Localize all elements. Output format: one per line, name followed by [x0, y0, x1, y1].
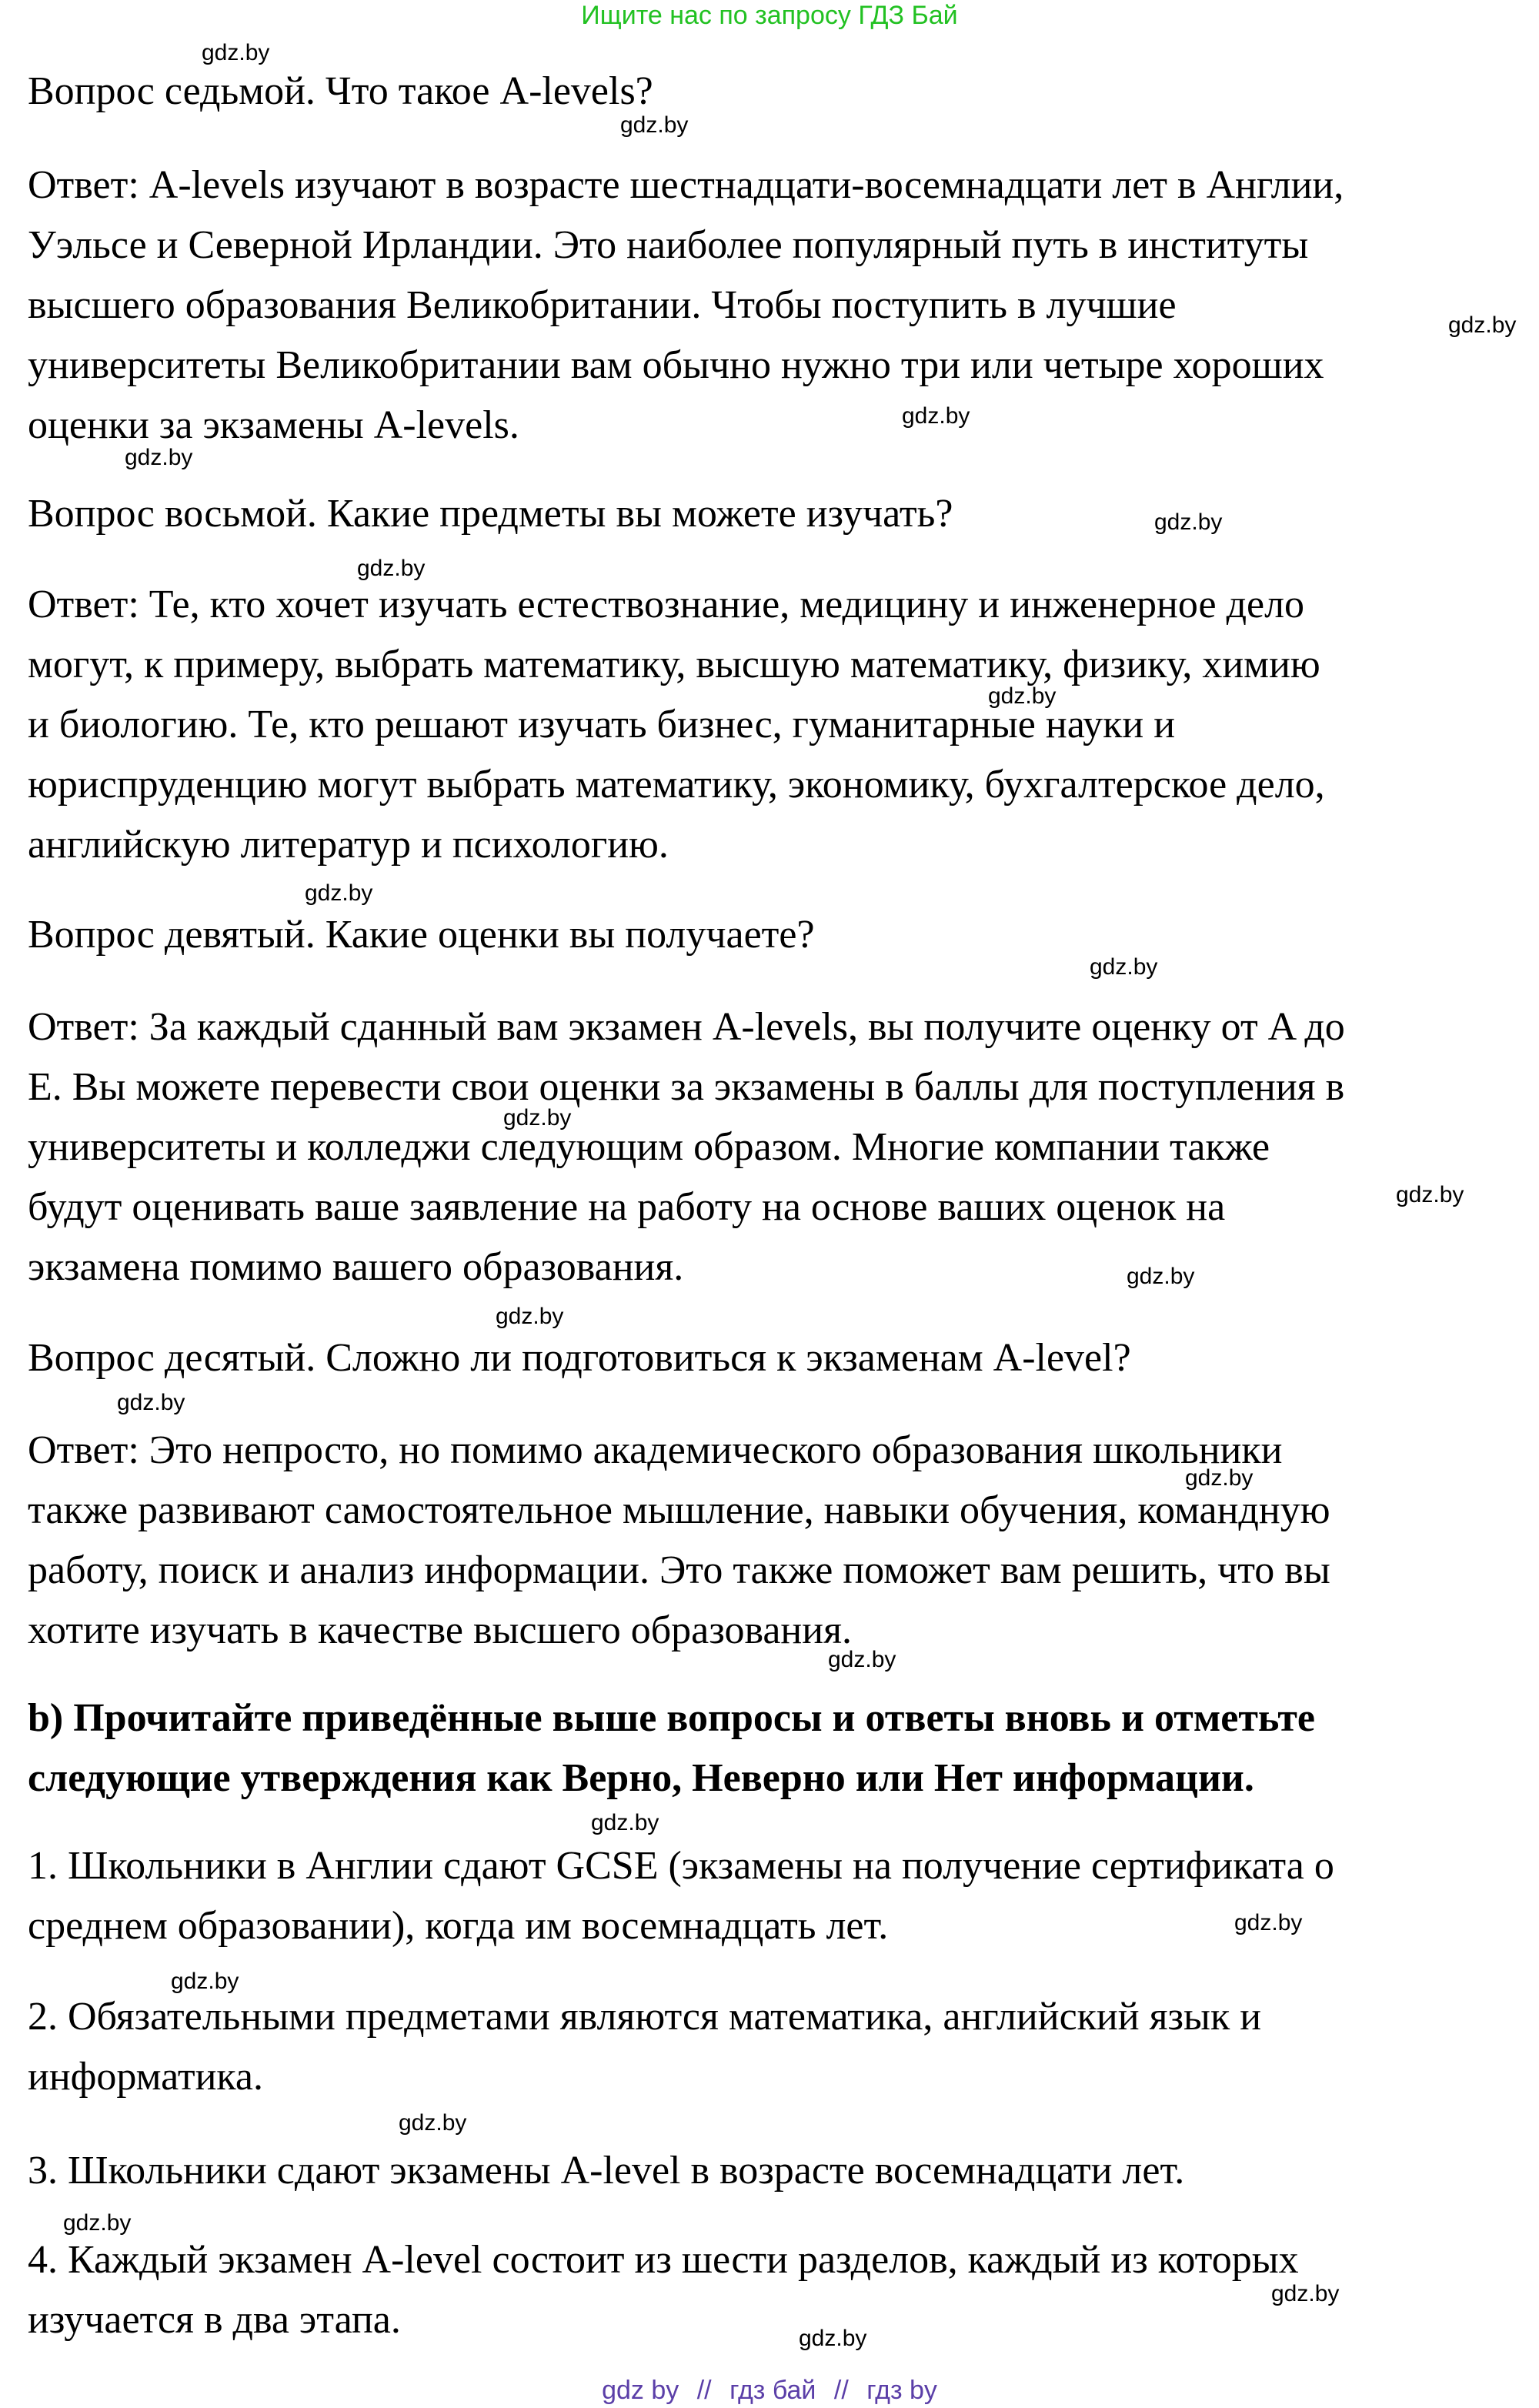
- watermark: gdz.by: [399, 2110, 467, 2136]
- text-line: университеты Великобритании вам обычно нужно три или четыре хороших: [28, 343, 1324, 387]
- watermark: gdz.by: [357, 556, 426, 581]
- watermark: gdz.by: [125, 445, 193, 470]
- text-line: оценки за экзамены A-levels.: [28, 403, 519, 447]
- text-line: Уэльсе и Северной Ирландии. Это наиболее популярный путь в институты: [28, 223, 1309, 267]
- footer-link-gdz-bai[interactable]: гдз бай: [729, 2376, 816, 2405]
- task-b-heading: [28, 1688, 1521, 1809]
- text-line: Ответ: Это непросто, но помимо академического образования школьники: [28, 1428, 1283, 1472]
- watermark: gdz.by: [63, 2210, 132, 2236]
- watermark: gdz.by: [799, 2326, 867, 2351]
- text-line: b) Прочитайте приведённые выше вопросы и ответы вновь и отметьте: [28, 1696, 1316, 1740]
- answer-10: [28, 1421, 1521, 1661]
- footer-separator: //: [833, 2376, 849, 2405]
- text-line: Вопрос девятый. Какие оценки вы получаете?: [28, 913, 815, 957]
- watermark: gdz.by: [171, 1969, 239, 1994]
- question-7: [28, 62, 1521, 122]
- watermark: gdz.by: [117, 1390, 185, 1415]
- footer-separator: //: [696, 2376, 712, 2405]
- watermark: gdz.by: [620, 112, 689, 138]
- text-line: Ответ: За каждый сданный вам экзамен A-levels, вы получите оценку от A до: [28, 1005, 1345, 1049]
- watermark: gdz.by: [591, 1810, 659, 1835]
- text-line: Вопрос десятый. Сложно ли подготовиться к экзаменам A-level?: [28, 1336, 1131, 1380]
- answer-7: [28, 155, 1521, 456]
- question-10: [28, 1328, 1521, 1388]
- text-line: работу, поиск и анализ информации. Это также поможет вам решить, что вы: [28, 1548, 1330, 1592]
- footer-link-gdz-by-2[interactable]: гдз by: [866, 2376, 937, 2405]
- watermark: gdz.by: [496, 1304, 564, 1329]
- text-line: и биологию. Те, кто решают изучать бизнес, гуманитарные науки и: [28, 703, 1176, 746]
- text-line: могут, к примеру, выбрать математику, высшую математику, физику, химию: [28, 643, 1320, 686]
- watermark: gdz.by: [305, 880, 373, 906]
- watermark: gdz.by: [1396, 1182, 1464, 1207]
- watermark: gdz.by: [988, 683, 1057, 709]
- text-line: изучается в два этапа.: [28, 2298, 401, 2342]
- text-line: высшего образования Великобритании. Чтобы поступить в лучшие: [28, 283, 1177, 327]
- watermark: gdz.by: [503, 1105, 572, 1131]
- text-line: будут оценивать ваше заявление на работу на основе ваших оценок на: [28, 1185, 1226, 1229]
- text-line: 1. Школьники в Англии сдают GCSE (экзамены на получение сертификата о: [28, 1844, 1334, 1888]
- watermark: gdz.by: [902, 403, 970, 429]
- watermark: gdz.by: [1234, 1910, 1303, 1935]
- watermark: gdz.by: [1185, 1465, 1254, 1491]
- watermark: gdz.by: [202, 40, 270, 65]
- text-line: хотите изучать в качестве высшего образования.: [28, 1608, 853, 1652]
- text-line: 2. Обязательными предметами являются математика, английский язык и: [28, 1995, 1262, 2039]
- watermark: gdz.by: [1271, 2281, 1340, 2306]
- text-line: английскую литератур и психологию.: [28, 823, 669, 867]
- text-line: юриспруденцию могут выбрать математику, экономику, бухгалтерское дело,: [28, 763, 1325, 807]
- text-line: Ответ: Те, кто хочет изучать естествознание, медицину и инженерное дело: [28, 583, 1305, 626]
- footer-links: [0, 2375, 1539, 2406]
- watermark: gdz.by: [1448, 312, 1517, 338]
- question-9: [28, 905, 1521, 965]
- text-line: Ответ: A-levels изучают в возрасте шестнадцати-восемнадцати лет в Англии,: [28, 163, 1344, 207]
- header-link[interactable]: Ищите нас по запросу ГДЗ Бай: [581, 1, 958, 30]
- text-line: университеты и колледжи следующим образом. Многие компании также: [28, 1125, 1270, 1169]
- text-line: следующие утверждения как Верно, Неверно или Нет информации.: [28, 1756, 1254, 1800]
- text-line: Вопрос седьмой. Что такое A-levels?: [28, 69, 653, 113]
- statement-3: [28, 2141, 1521, 2201]
- text-line: также развивают самостоятельное мышление, навыки обучения, командную: [28, 1488, 1330, 1532]
- answer-9: [28, 997, 1521, 1298]
- statement-1: [28, 1836, 1521, 1956]
- watermark: gdz.by: [828, 1647, 896, 1672]
- text-line: Вопрос восьмой. Какие предметы вы можете изучать?: [28, 492, 953, 536]
- watermark: gdz.by: [1090, 954, 1158, 980]
- text-line: среднем образовании), когда им восемнадцать лет.: [28, 1904, 889, 1948]
- watermark: gdz.by: [1154, 509, 1223, 535]
- question-8: [28, 484, 1521, 544]
- text-line: экзамена помимо вашего образования.: [28, 1245, 684, 1289]
- statement-2: [28, 1987, 1521, 2107]
- text-line: E. Вы можете перевести свои оценки за экзамены в баллы для поступления в: [28, 1065, 1345, 1109]
- text-line: 3. Школьники сдают экзамены A-level в возрасте восемнадцати лет.: [28, 2149, 1185, 2193]
- watermark: gdz.by: [1127, 1264, 1195, 1289]
- text-line: 4. Каждый экзамен A-level состоит из шести разделов, каждый из которых: [28, 2238, 1299, 2282]
- footer-link-gdz-by[interactable]: gdz by: [602, 2376, 679, 2405]
- answer-8: [28, 575, 1521, 875]
- text-line: информатика.: [28, 2055, 263, 2099]
